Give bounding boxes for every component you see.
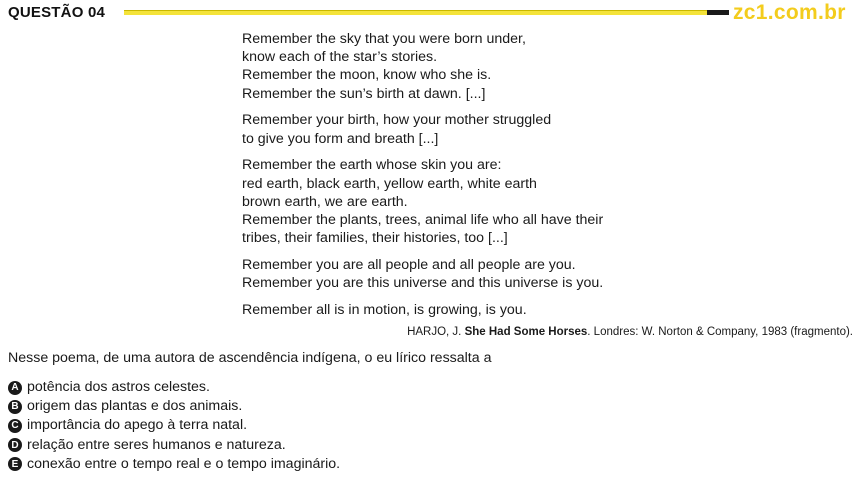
poem-stanza [242, 156, 842, 247]
question-number: QUESTÃO 04 [8, 4, 106, 21]
poem-line: Remember the sun’s birth at dawn. [...] [242, 85, 486, 102]
poem-stanza [242, 30, 842, 103]
answer-options [8, 378, 340, 474]
option-letter-badge: C [8, 419, 22, 433]
poem-line: Remember your birth, how your mother struggled [242, 112, 552, 129]
option-text: potência dos astros celestes. [27, 379, 210, 395]
poem-stanza [242, 256, 842, 292]
poem-line: Remember the earth whose skin you are: [242, 157, 502, 174]
poem-line: red earth, black earth, yellow earth, white earth [242, 175, 537, 192]
option-letter-badge: B [8, 400, 22, 414]
option-letter-badge: D [8, 438, 22, 452]
brand-watermark: zc1.com.br [733, 1, 846, 24]
question-header [0, 0, 862, 30]
poem-line: Remember the moon, know who she is. [242, 67, 492, 84]
poem-excerpt [242, 30, 842, 328]
poem-line: Remember all is in motion, is growing, is you. [242, 302, 527, 319]
option-text: importância do apego à terra natal. [27, 417, 248, 434]
poem-line: tribes, their families, their histories, too [...] [242, 230, 508, 247]
option-a[interactable] [8, 378, 340, 397]
poem-line: brown earth, we are earth. [242, 193, 408, 210]
option-e[interactable] [8, 455, 340, 474]
poem-line: Remember the sky that you were born under, [242, 31, 526, 47]
citation-title: She Had Some Horses [464, 326, 588, 338]
option-d[interactable] [8, 436, 340, 455]
option-b[interactable] [8, 397, 340, 416]
citation-author: HARJO, J. [407, 326, 465, 338]
option-text: origem das plantas e dos animais. [27, 398, 243, 415]
option-text: relação entre seres humanos e natureza. [27, 436, 286, 453]
poem-line: know each of the star’s stories. [242, 49, 438, 66]
poem-stanza [242, 111, 842, 147]
option-letter-badge: A [8, 381, 22, 395]
option-c[interactable] [8, 416, 340, 435]
poem-stanza [242, 301, 842, 319]
poem-line: Remember the plants, trees, animal life who all have their [242, 212, 604, 229]
poem-line: to give you form and breath [...] [242, 130, 439, 147]
option-text: conexão entre o tempo real e o tempo imaginário. [27, 455, 341, 472]
option-letter-badge: E [8, 457, 22, 471]
header-rule-accent [707, 10, 729, 15]
citation-publication: . Londres: W. Norton & Company, 1983 (fragmento). [587, 326, 853, 338]
question-prompt: Nesse poema, de uma autora de ascendência indígena, o eu lírico ressalta a [8, 350, 492, 366]
header-rule [124, 10, 708, 15]
poem-line: Remember you are all people and all people are you. [242, 257, 576, 274]
poem-line: Remember you are this universe and this universe is you. [242, 275, 604, 292]
citation [407, 326, 853, 338]
